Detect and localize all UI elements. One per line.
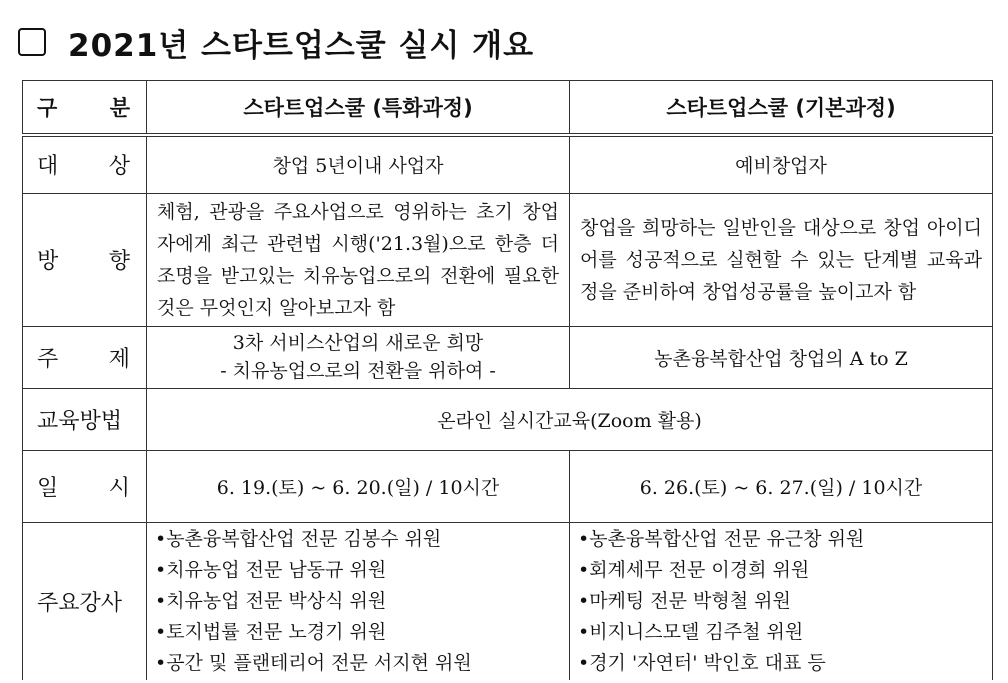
row-direction	[23, 193, 993, 326]
list-item: •경기 '자연터' 박인호 대표 등	[578, 651, 826, 674]
lecturers-special	[147, 522, 570, 680]
list-item: •회계세무 전문 이경희 위원	[578, 558, 810, 581]
theme-basic: 농촌융복합산업 창업의 A to Z	[570, 326, 993, 388]
schedule-special: 6. 19.(토) ~ 6. 20.(일) / 10시간	[147, 450, 570, 522]
row-label-lecturers: 주요강사	[23, 522, 147, 680]
theme-special	[147, 326, 570, 388]
row-schedule	[23, 450, 993, 522]
list-item: •토지법률 전문 노경기 위원	[155, 620, 387, 643]
target-special: 창업 5년이내 사업자	[147, 135, 570, 193]
row-label-method: 교육방법	[23, 388, 147, 450]
schedule-basic: 6. 26.(토) ~ 6. 27.(일) / 10시간	[570, 450, 993, 522]
list-item: •공간 및 플랜테리어 전문 서지현 위원	[155, 651, 472, 674]
row-label-direction: 방 향	[23, 193, 147, 326]
list-item: •비지니스모델 김주철 위원	[578, 620, 804, 643]
row-theme	[23, 326, 993, 388]
header-special-course: 스타트업스쿨 (특화과정)	[147, 81, 570, 136]
row-lecturers	[23, 522, 993, 680]
overview-table	[22, 80, 993, 680]
direction-basic: 창업을 희망하는 일반인을 대상으로 창업 아이디어를 성공적으로 실현할 수 있는 단계별 교육과정을 준비하여 창업성공률을 높이고자 함	[570, 193, 993, 326]
title-text: 2021년 스타트업스쿨 실시 개요	[68, 27, 535, 64]
list-item: •농촌융복합산업 전문 김봉수 위원	[155, 527, 442, 550]
list-item: •농촌융복합산업 전문 유근창 위원	[578, 527, 865, 550]
header-basic-course: 스타트업스쿨 (기본과정)	[570, 81, 993, 136]
document-title	[18, 18, 534, 66]
theme-special-line1: 3차 서비스산업의 새로운 희망	[232, 332, 484, 354]
list-item: •치유농업 전문 남동규 위원	[155, 558, 387, 581]
row-label-theme: 주 제	[23, 326, 147, 388]
direction-special: 체험, 관광을 주요사업으로 영위하는 초기 창업자에게 최근 관련법 시행('21.3월)으로 한층 더 조명을 받고있는 치유농업으로의 전환에 필요한 것은 무엇인지 알아보고자 함	[147, 193, 570, 326]
row-label-schedule: 일 시	[23, 450, 147, 522]
target-basic: 예비창업자	[570, 135, 993, 193]
list-item: •치유농업 전문 박상식 위원	[155, 589, 387, 612]
list-item: •마케팅 전문 박형철 위원	[578, 589, 791, 612]
theme-special-line2: - 치유농업으로의 전환을 위하여 -	[220, 360, 496, 382]
row-method	[23, 388, 993, 450]
checkbox-bullet-icon	[18, 28, 46, 56]
header-row	[23, 81, 993, 136]
row-label-target: 대 상	[23, 135, 147, 193]
row-target	[23, 135, 993, 193]
lecturers-basic	[570, 522, 993, 680]
method-value: 온라인 실시간교육(Zoom 활용)	[147, 388, 993, 450]
header-category: 구 분	[23, 81, 147, 136]
